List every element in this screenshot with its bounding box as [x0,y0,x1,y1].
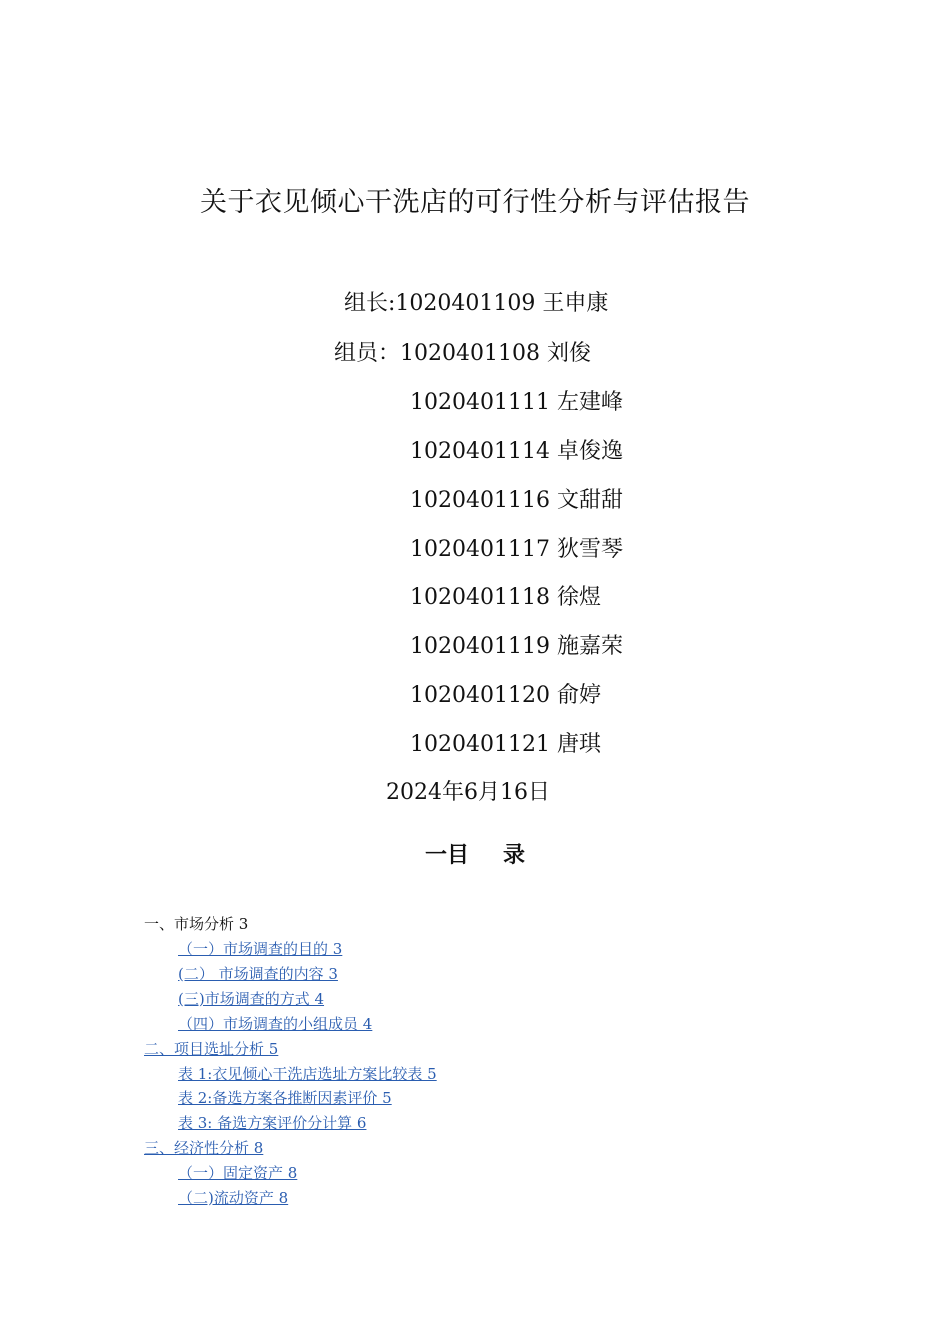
toc-heading [0,838,950,869]
member-line: 1020401121 唐琪 [410,732,601,757]
document-title: 关于衣见倾心干洗店的可行性分析与评估报告 [200,187,750,218]
toc-link-survey-purpose[interactable]: （一）市场调查的目的 3 [178,940,343,958]
toc-link-table-1[interactable]: 表 1:衣见倾心干洗店选址方案比较表 5 [178,1065,437,1083]
toc-link-survey-method[interactable]: (三)市场调查的方式 4 [178,990,325,1008]
toc-link-survey-members[interactable]: （四）市场调查的小组成员 4 [178,1015,373,1033]
toc-link-current-assets[interactable]: （二)流动资产 8 [178,1189,289,1207]
member-line: 1020401118 徐煜 [410,585,601,610]
member-line: 1020401116 文甜甜 [410,488,623,513]
toc-link-site-analysis[interactable]: 二、项目选址分析 5 [144,1040,279,1058]
member-line: 1020401120 俞婷 [410,683,601,708]
report-date: 2024年6月16日 [386,780,550,805]
toc-link-fixed-assets[interactable]: （一）固定资产 8 [178,1164,298,1182]
toc-item-market-analysis: 一、市场分析 3 [144,915,249,933]
member-line: 1020401111 左建峰 [410,390,623,415]
toc-heading-part-2: 录 [503,843,526,868]
member-line: 1020401114 卓俊逸 [410,439,623,464]
member-line: 1020401119 施嘉荣 [410,634,623,659]
toc-link-table-2[interactable]: 表 2:备选方案各推断因素评价 5 [178,1089,392,1107]
toc-link-table-3[interactable]: 表 3: 备选方案评价分计算 6 [178,1114,367,1132]
group-leader: 组长:1020401109 王申康 [344,291,609,316]
group-members-label: 组员：1020401108 刘俊 [334,341,591,366]
member-line: 1020401117 狄雪琴 [410,537,623,562]
toc-heading-part-1: 一目 [424,843,469,868]
toc-link-economic-analysis[interactable]: 三、经济性分析 8 [144,1139,264,1157]
toc-link-survey-content[interactable]: (二） 市场调查的内容 3 [178,965,338,983]
